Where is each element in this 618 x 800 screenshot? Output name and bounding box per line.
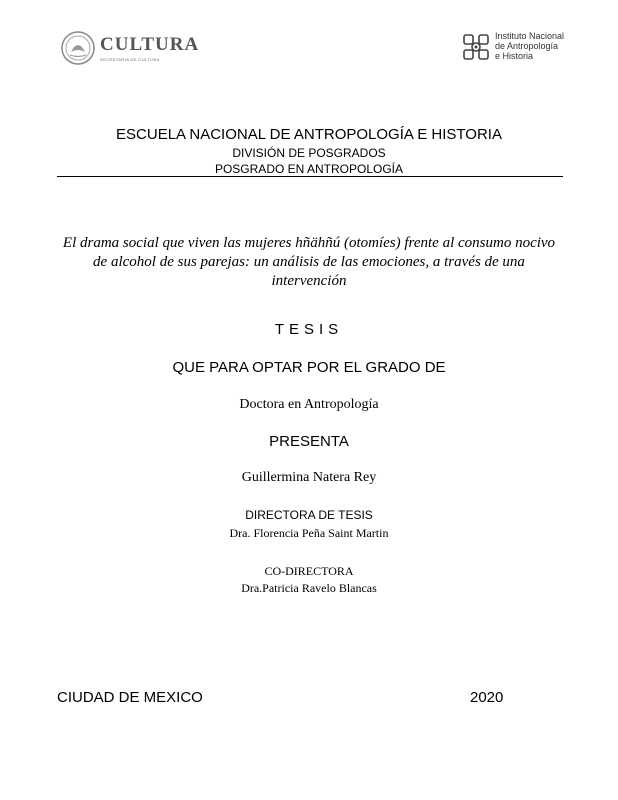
mexican-seal-icon <box>60 30 96 66</box>
degree-name: Doctora en Antropología <box>239 397 379 412</box>
codirector-label: CO-DIRECTORA <box>264 564 354 578</box>
director-name: Dra. Florencia Peña Saint Martin <box>229 526 389 540</box>
program-name: POSGRADO EN ANTROPOLOGÍA <box>214 162 404 176</box>
city: CIUDAD DE MEXICO <box>57 689 203 706</box>
author-name: Guillermina Natera Rey <box>241 470 377 485</box>
cultura-logo <box>60 30 199 66</box>
director-label: DIRECTORA DE TESIS <box>245 508 373 522</box>
codirector-name: Dra.Patricia Ravelo Blancas <box>241 581 377 595</box>
division-name: DIVISIÓN DE POSGRADOS <box>232 146 386 160</box>
inah-line-2: de Antropología <box>495 41 559 51</box>
presenta-label: PRESENTA <box>269 433 349 450</box>
thesis-title: El drama social que viven las mujeres hñähñú (otomíes) frente al consumo nocivo de alcohol de sus parejas: un análisis de las emociones, a través de una intervención <box>62 235 556 289</box>
school-name: ESCUELA NACIONAL DE ANTROPOLOGÍA E HISTORIA <box>116 126 502 143</box>
cultura-wordmark: CULTURA <box>100 34 200 55</box>
inah-line-1: Instituto Nacional <box>495 31 565 41</box>
inah-emblem-icon <box>460 31 492 63</box>
inah-line-3: e Historia <box>495 51 534 61</box>
header-divider <box>57 176 563 177</box>
degree-label: QUE PARA OPTAR POR EL GRADO DE <box>172 359 446 376</box>
document-type: TESIS <box>274 321 344 338</box>
year: 2020 <box>470 689 504 706</box>
cultura-subtitle: SECRETARÍA DE CULTURA <box>100 57 160 62</box>
inah-logo <box>460 31 564 63</box>
